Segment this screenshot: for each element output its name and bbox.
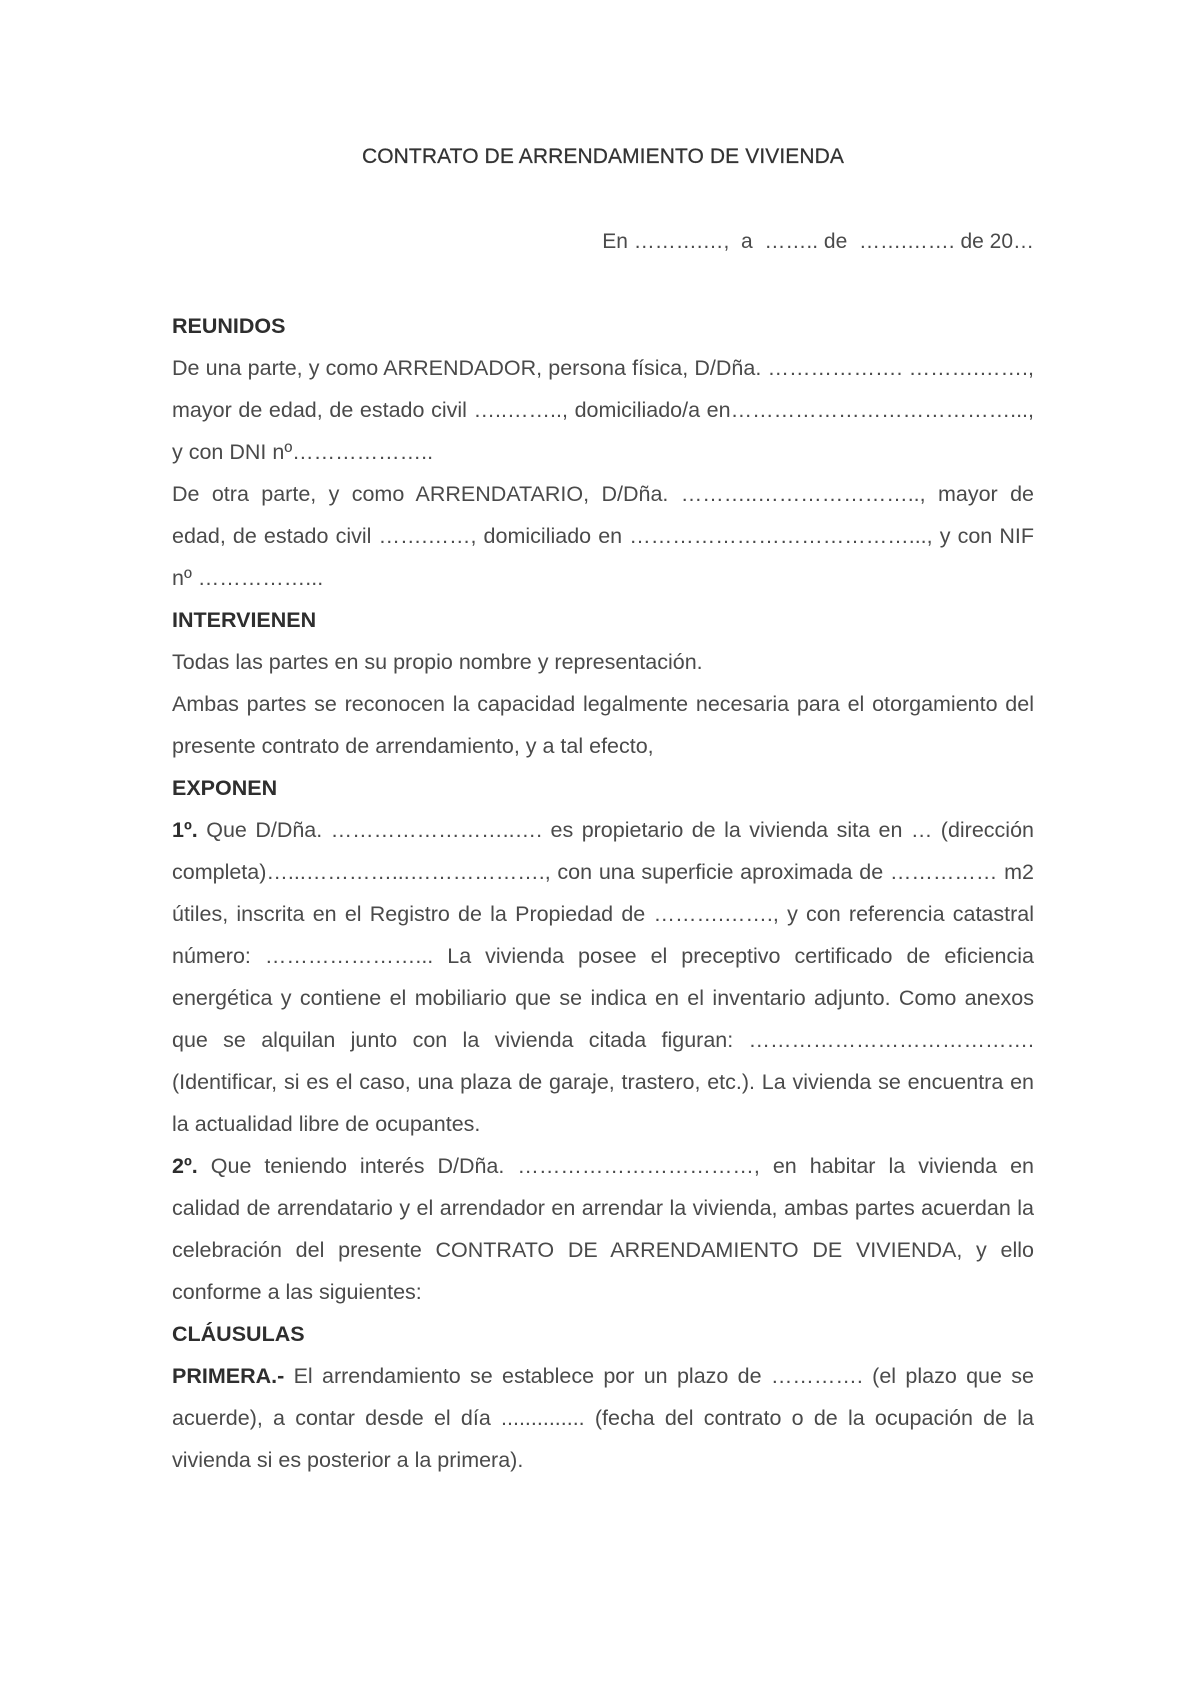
primera-label: PRIMERA.- [172,1364,285,1388]
exponen-1-text: Que D/Dña. ……………………..…. es propietario de la vivienda sita en … (dirección completa)…...…………...………………., con una superficie aproximada de …………… m2 útiles, inscrita en el Registro de la Propiedad de ……….……., y con referencia catastral número: …………………... La vivienda posee el preceptivo certificado de eficiencia energética y contiene el mobiliario que se indica en el inventario adjunto. Como anexos que se alquilan junto con la vivienda citada figuran: …………………………………. (Identificar, si es el caso, una plaza de garaje, trastero, etc.). La vivienda se encuentra en la actualidad libre de ocupantes. [172,818,1034,1136]
primera-text: El arrendamiento se establece por un plazo de …………. (el plazo que se acuerde), a contar desde el día .............. (fecha del contrato o de la ocupación de la vivienda si es posterior a la primera). [172,1364,1034,1472]
heading-clausulas: CLÁUSULAS [172,1322,305,1346]
heading-intervienen: INTERVIENEN [172,608,317,632]
document-body [172,305,1034,1481]
document-title: CONTRATO DE ARRENDAMIENTO DE VIVIENDA [361,145,845,168]
paragraph-primera [172,1355,1034,1481]
date-line: En ……….…, a …….. de …….……. de 20… [602,230,1034,253]
paragraph-arrendatario: De otra parte, y como ARRENDATARIO, D/Dña. ………..………………….., mayor de edad, de estado civil …….……, domiciliado en …………………………………..., y con NIF nº ……………... [172,482,1034,590]
heading-exponen: EXPONEN [172,776,278,800]
paragraph-exponen-2 [172,1145,1034,1313]
paragraph-exponen-1 [172,809,1034,1145]
exponen-1-label: 1º. [172,818,198,842]
exponen-2-label: 2º. [172,1154,198,1178]
paragraph-intervienen-2: Ambas partes se reconocen la capacidad legalmente necesaria para el otorgamiento del presente contrato de arrendamiento, y a tal efecto, [172,692,1034,758]
paragraph-arrendador: De una parte, y como ARRENDADOR, persona física, D/Dña. ………………. ……….……., mayor de edad, de estado civil …..…….., domiciliado/a en…………………………………..., y con DNI nº……………….. [172,356,1034,464]
exponen-2-text: Que teniendo interés D/Dña. ……………………………, en habitar la vivienda en calidad de arrendatario y el arrendador en arrendar la vivienda, ambas partes acuerdan la celebración del presente CONTRATO DE ARRENDAMIENTO DE VIVIENDA, y ello conforme a las siguientes: [172,1154,1034,1304]
paragraph-intervienen-1: Todas las partes en su propio nombre y representación. [172,650,703,674]
heading-reunidos: REUNIDOS [172,314,286,338]
document-page [172,0,1034,1696]
